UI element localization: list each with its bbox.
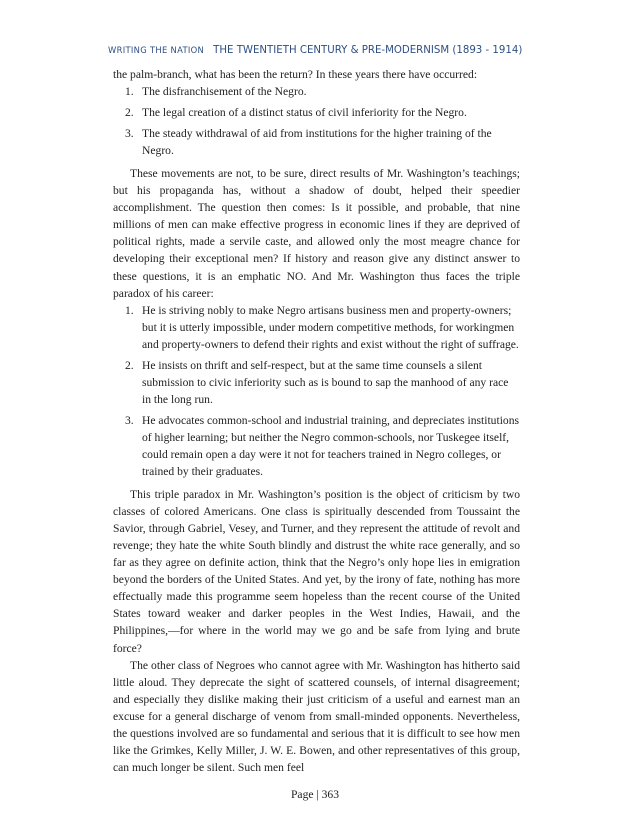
list-item (113, 125, 520, 159)
list-item-text: The legal creation of a distinct status of civil inferiority for the Negro. (142, 106, 467, 120)
body-text (113, 66, 520, 776)
list-item (113, 357, 520, 408)
paragraph: This triple paradox in Mr. Washington’s position is the object of criticism by two classes of colored Americans. One class is spiritually descended from Toussaint the Savior, through Gabriel, Vesey, and Turner, and they represent the attitude of revolt and revenge; they hate the white South blindly and distrust the white race generally, and so far as they agree on definite action, think that the Negro’s only hope lies in emigration beyond the borders of the United States. And yet, by the irony of fate, nothing has more effectually made this programme seem hopeless than the recent course of the United States toward weaker and darker peoples in the West Indies, Hawaii, and the Philippines,—for where in the world may we go and be safe from lying and brute force? (113, 488, 520, 655)
paragraph: The other class of Negroes who cannot agree with Mr. Washington has hitherto said little aloud. They deprecate the sight of scattered counsels, of internal disagreement; and especially they dislike making their just criticism of a useful and earnest man an excuse for a general discharge of venom from small-minded opponents. Nevertheless, the questions involved are so fundamental and serious that it is difficult to see how men like the Grimkes, Kelly Miller, J. W. E. Bowen, and other representatives of this group, can much longer be silent. Such men feel (113, 658, 520, 774)
list-item (113, 104, 520, 121)
list-item-text: He insists on thrift and self-respect, but at the same time counsels a silent submission to civic inferiority such as is bound to sap the manhood of any race in the long run. (142, 358, 509, 406)
list-item-text: He is striving nobly to make Negro artisans business men and property-owners; but it is utterly impossible, under modern competitive methods, for workingmen and property-owners to defend their rights and exist without the right of suffrage. (142, 303, 519, 351)
paragraph: the palm-branch, what has been the return? In these years there have occurred: (113, 68, 478, 81)
list-item-number: 2. (125, 106, 134, 120)
numbered-list (113, 83, 520, 159)
list-item-text: The steady withdrawal of aid from institutions for the higher training of the Negro. (142, 127, 492, 158)
list-item-text: He advocates common-school and industrial training, and depreciates institutions of higher learning; but neither the Negro common-schools, nor Tuskegee itself, could remain open a day were it not for teachers trained in Negro colleges, or trained by their graduates. (142, 413, 520, 479)
list-item (113, 412, 520, 480)
header-section: WRITING THE NATION (108, 45, 205, 55)
list-item-number: 1. (125, 303, 134, 317)
running-header (108, 38, 538, 57)
list-item-number: 3. (125, 413, 134, 427)
list-item-number: 3. (125, 127, 134, 141)
list-item-text: The disfranchisement of the Negro. (142, 85, 307, 99)
list-item (113, 83, 520, 100)
list-item-number: 2. (125, 358, 134, 372)
list-item-number: 1. (125, 85, 134, 99)
header-title: THE TWENTIETH CENTURY & PRE-MODERNISM (1893 - 1914) (213, 45, 523, 56)
page-number: Page | 363 (290, 788, 340, 801)
numbered-list (113, 302, 520, 480)
list-item (113, 302, 520, 353)
paragraph: These movements are not, to be sure, direct results of Mr. Washington’s teachings; but his propaganda has, without a shadow of doubt, helped their speedier accomplishment. The question then comes: Is it possible, and probable, that nine millions of men can make effective progress in economic lines if they are deprived of political rights, made a servile caste, and allowed only the most meagre chance for developing their exceptional men? If history and reason give any distinct answer to these questions, it is an emphatic NO. And Mr. Washington thus faces the triple paradox of his career: (113, 167, 520, 300)
